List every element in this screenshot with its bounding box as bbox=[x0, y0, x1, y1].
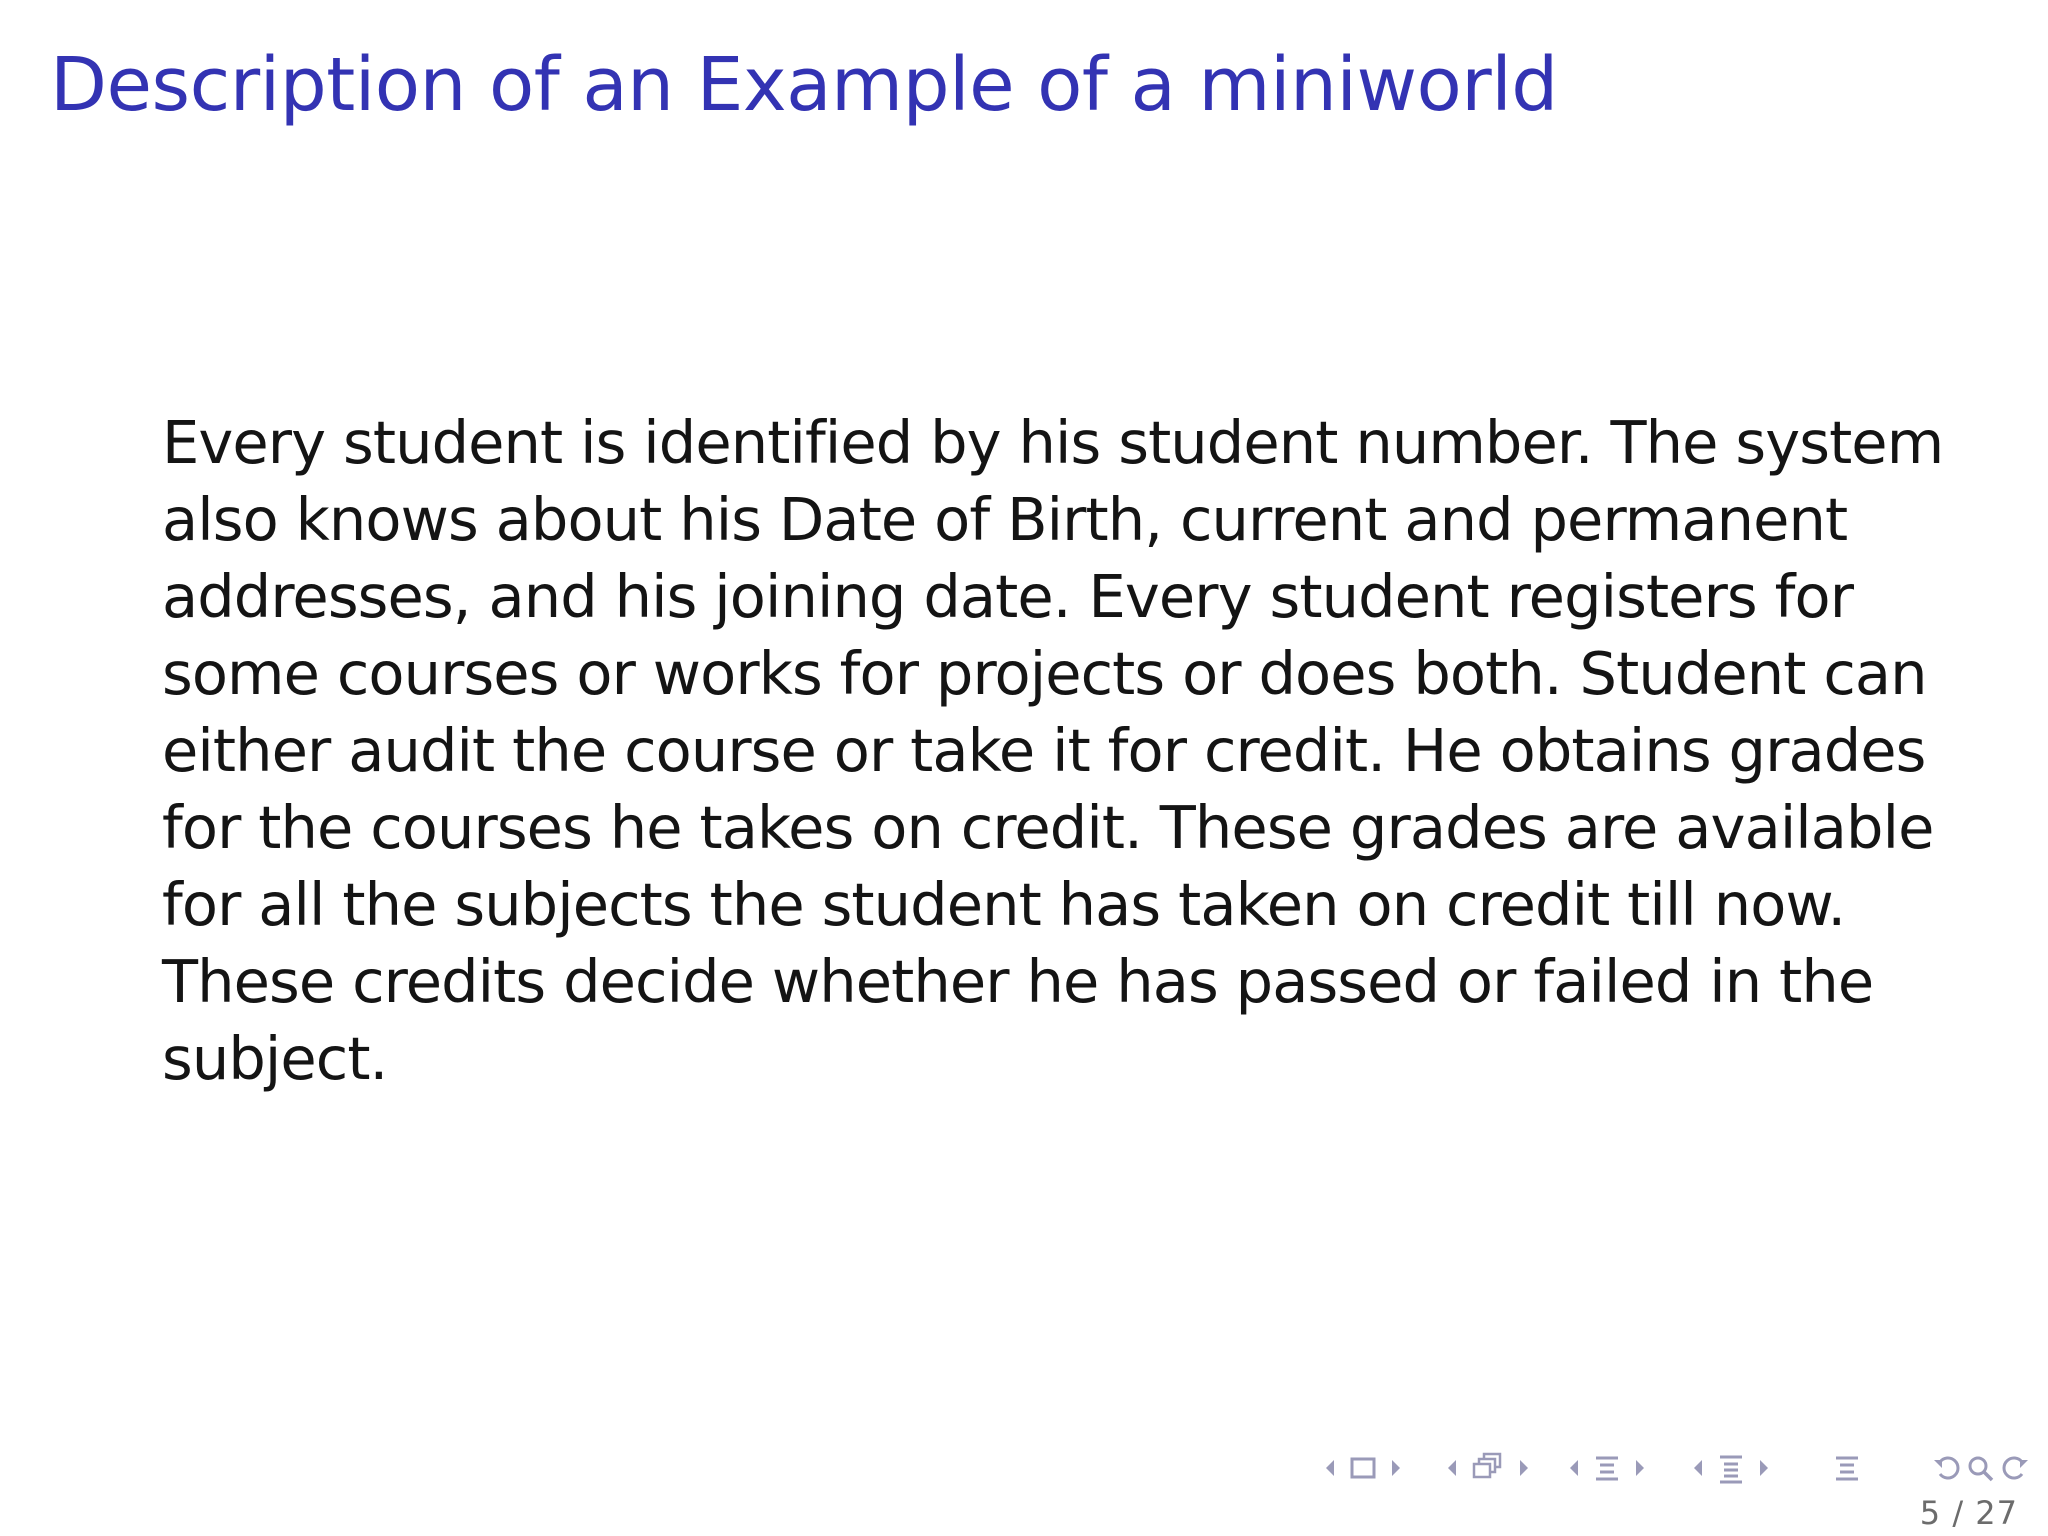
section-icon[interactable] bbox=[1590, 1448, 1624, 1488]
appendix-icon[interactable] bbox=[1830, 1448, 1864, 1488]
forward-icon[interactable] bbox=[1998, 1448, 2032, 1488]
next-section-arrow-icon[interactable] bbox=[1628, 1448, 1652, 1488]
slide-body bbox=[162, 404, 1944, 1097]
document-icon[interactable] bbox=[1714, 1448, 1748, 1488]
search-icon[interactable] bbox=[1964, 1448, 1998, 1488]
navigation-bar bbox=[1318, 1448, 2038, 1488]
body-line: Every student is identified by his student number. The system bbox=[162, 408, 1944, 477]
prev-document-arrow-icon[interactable] bbox=[1686, 1448, 1710, 1488]
body-line: subject. bbox=[162, 1024, 388, 1093]
next-document-arrow-icon[interactable] bbox=[1752, 1448, 1776, 1488]
back-icon[interactable] bbox=[1930, 1448, 1964, 1488]
next-subsection-arrow-icon[interactable] bbox=[1512, 1448, 1536, 1488]
body-line: for all the subjects the student has taken on credit till now. bbox=[162, 870, 1846, 939]
body-line: for the courses he takes on credit. These grades are available bbox=[162, 793, 1934, 862]
body-line: either audit the course or take it for credit. He obtains grades bbox=[162, 716, 1926, 785]
next-frame-arrow-icon[interactable] bbox=[1384, 1448, 1408, 1488]
frame-icon[interactable] bbox=[1346, 1448, 1380, 1488]
page-number: 5 / 27 bbox=[1919, 1494, 2018, 1532]
prev-section-arrow-icon[interactable] bbox=[1562, 1448, 1586, 1488]
subsection-icon[interactable] bbox=[1468, 1448, 1508, 1488]
prev-subsection-arrow-icon[interactable] bbox=[1440, 1448, 1464, 1488]
prev-frame-arrow-icon[interactable] bbox=[1318, 1448, 1342, 1488]
slide-title: Description of an Example of a miniworld bbox=[50, 42, 1558, 128]
body-line: These credits decide whether he has passed or failed in the bbox=[162, 947, 1874, 1016]
body-line: addresses, and his joining date. Every student registers for bbox=[162, 562, 1854, 631]
body-line: also knows about his Date of Birth, current and permanent bbox=[162, 485, 1848, 554]
body-line: some courses or works for projects or does both. Student can bbox=[162, 639, 1927, 708]
